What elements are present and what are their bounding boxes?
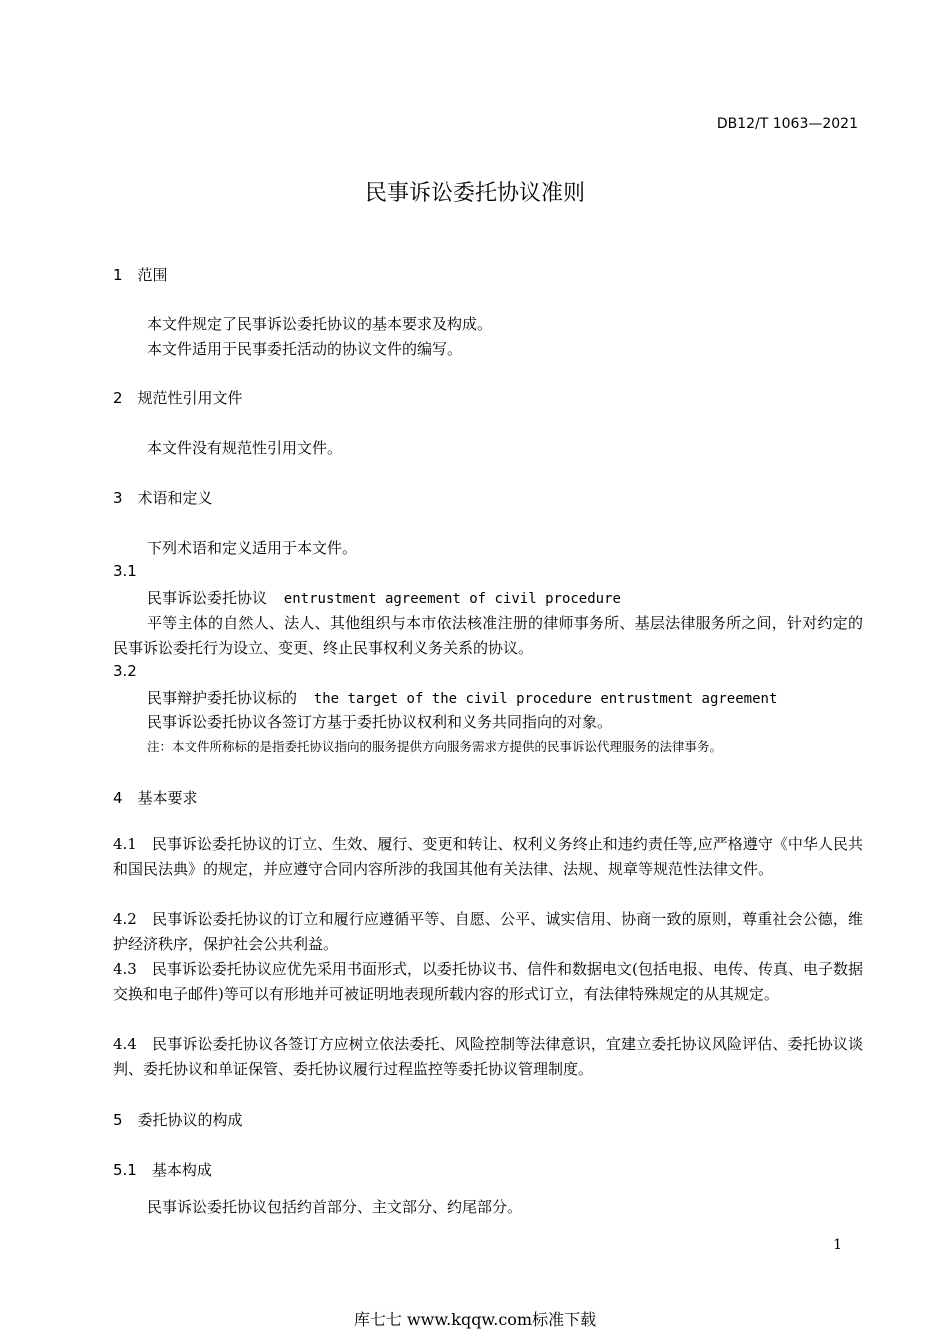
- clause-4-1: 4.1 民事诉讼委托协议的订立、生效、履行、变更和转让、权利义务终止和违约责任等,应严格遵守《中华人民共和国民法典》的规定，并应遵守合同内容所涉的我国其他有关法律、法规、规章等规范性法律文件。: [113, 835, 863, 878]
- term-3-2-note: 注：本文件所称标的是指委托协议指向的服务提供方向服务需求方提供的民事诉讼代理服务的法律事务。: [147, 739, 723, 754]
- term-3-1-en: entrustment agreement of civil procedure: [283, 591, 621, 607]
- term-3-2-title: [147, 687, 777, 708]
- term-3-1-number: 3.1: [113, 562, 137, 580]
- section-1-para-2: 本文件适用于民事委托活动的协议文件的编写。: [147, 340, 463, 358]
- section-4-heading: 4 基本要求: [113, 789, 198, 807]
- page-number: 1: [833, 1237, 842, 1253]
- section-5-1-para: 民事诉讼委托协议包括约首部分、主文部分、约尾部分。: [147, 1198, 523, 1216]
- term-3-2-number: 3.2: [113, 662, 137, 680]
- standard-code: DB12/T 1063—2021: [716, 116, 858, 132]
- term-3-1-zh: 民事诉讼委托协议: [147, 589, 268, 607]
- section-5-1-heading: 5.1 基本构成: [113, 1161, 212, 1179]
- term-3-2-zh: 民事辩护委托协议标的: [147, 689, 298, 707]
- section-1-para-1: 本文件规定了民事诉讼委托协议的基本要求及构成。: [147, 315, 493, 333]
- section-3-intro: 下列术语和定义适用于本文件。: [147, 539, 358, 557]
- term-3-1-title: [147, 587, 621, 608]
- section-2-para-1: 本文件没有规范性引用文件。: [147, 439, 343, 457]
- term-3-1-definition: 平等主体的自然人、法人、其他组织与本市依法核准注册的律师事务所、基层法律服务所之间，针对约定的民事诉讼委托行为设立、变更、终止民事权利义务关系的协议。: [113, 614, 863, 657]
- footer-watermark: 库七七 www.kqqw.com标准下载: [353, 1310, 597, 1329]
- section-3-heading: 3 术语和定义: [113, 489, 213, 507]
- term-3-2-en: the target of the civil procedure entrustment agreement: [313, 691, 778, 707]
- section-1-heading: 1 范围: [113, 266, 168, 284]
- page-title: 民事诉讼委托协议准则: [364, 181, 585, 206]
- section-2-heading: 2 规范性引用文件: [113, 389, 243, 407]
- clause-4-2: 4.2 民事诉讼委托协议的订立和履行应遵循平等、自愿、公平、诚实信用、协商一致的原则，尊重社会公德，维护经济秩序，保护社会公共利益。: [113, 910, 863, 953]
- section-5-heading: 5 委托协议的构成: [113, 1111, 243, 1129]
- term-3-2-definition: 民事诉讼委托协议各签订方基于委托协议权利和义务共同指向的对象。: [147, 713, 613, 731]
- clause-4-4: 4.4 民事诉讼委托协议各签订方应树立依法委托、风险控制等法律意识，宜建立委托协议风险评估、委托协议谈判、委托协议和单证保管、委托协议履行过程监控等委托协议管理制度。: [113, 1035, 863, 1078]
- clause-4-3: 4.3 民事诉讼委托协议应优先采用书面形式，以委托协议书、信件和数据电文(包括电报、电传、传真、电子数据交换和电子邮件)等可以有形地并可被证明地表现所载内容的形式订立，有法律特殊规定的从其规定。: [113, 960, 863, 1003]
